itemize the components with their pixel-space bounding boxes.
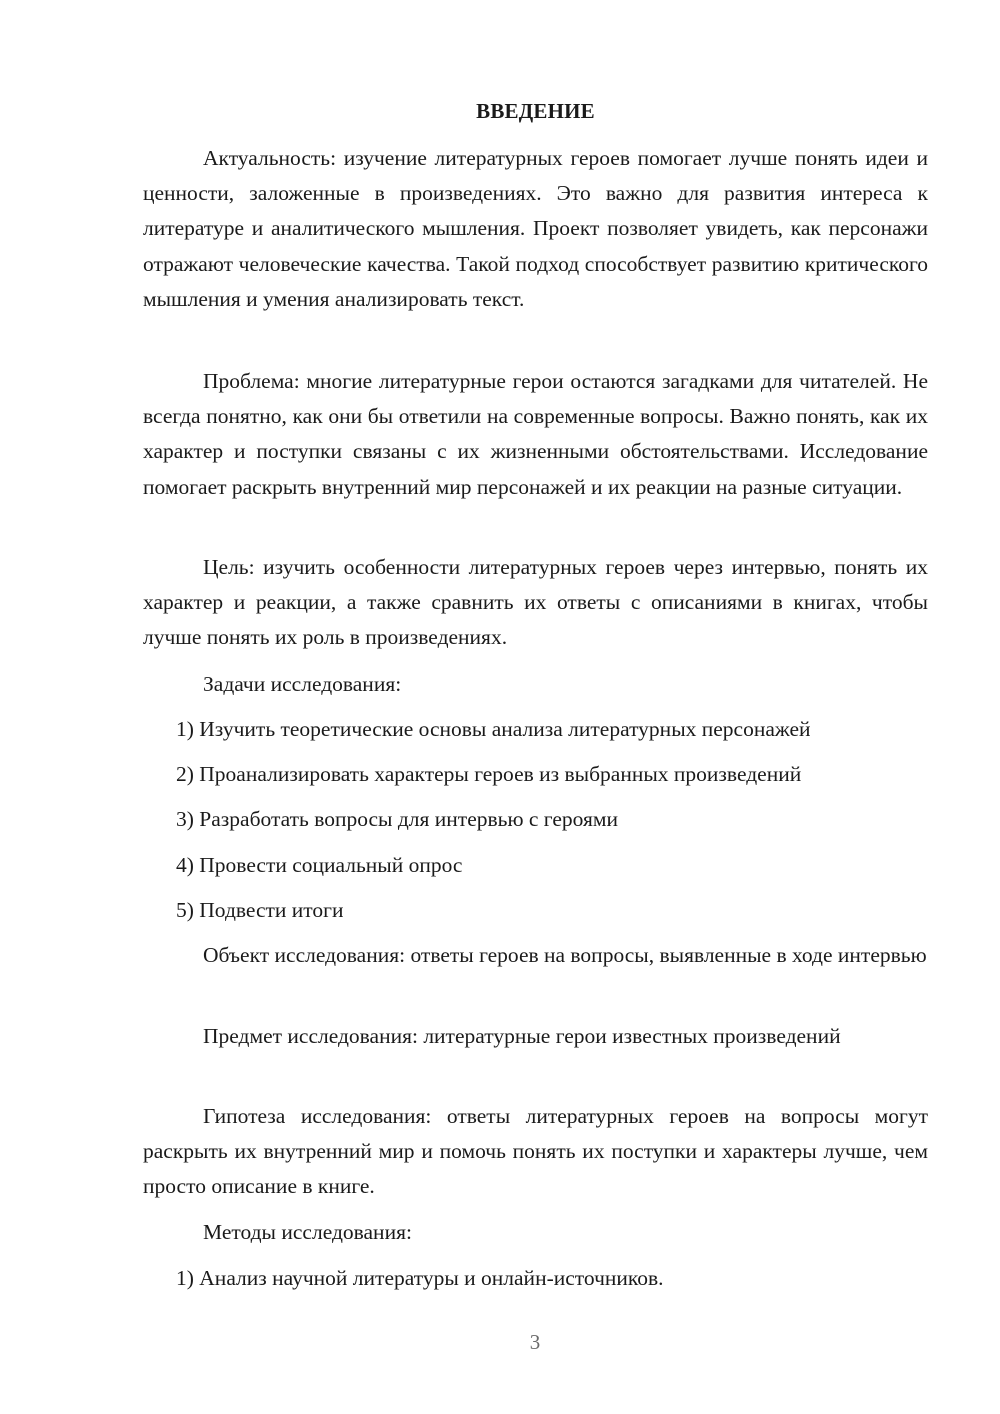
page-title: ВВЕДЕНИЕ (476, 99, 595, 123)
goal-paragraph: Цель: изучить особенности литературных героев через интервью, понять их характер и реакции, а также сравнить их ответы с описаниями в книгах, чтобы лучше понять их роль в произведениях. (143, 555, 928, 650)
list-item: 4) Провести социальный опрос (176, 853, 463, 877)
list-item: 1) Анализ научной литературы и онлайн-источников. (176, 1266, 664, 1290)
subject-paragraph: Предмет исследования: литературные герои известных произведений (203, 1024, 841, 1048)
problem-paragraph: Проблема: многие литературные герои остаются загадками для читателей. Не всегда понятно, как они бы ответили на современные вопросы. Важно понять, как их характер и поступки связаны с их жизненными обстоятельствами. Исследование помогает раскрыть внутренний мир персонажей и их реакции на разные ситуации. (143, 369, 928, 499)
page-number: 3 (529, 1330, 541, 1354)
relevance-paragraph: Актуальность: изучение литературных героев помогает лучше понять идеи и ценности, заложенные в произведениях. Это важно для развития интереса к литературе и аналитического мышления. Проект позволяет увидеть, как персонажи отражают человеческие качества. Такой подход способствует развитию критического мышления и умения анализировать текст. (143, 146, 928, 311)
list-item: 3) Разработать вопросы для интервью с героями (176, 807, 618, 831)
list-item: 1) Изучить теоретические основы анализа литературных персонажей (176, 717, 811, 741)
list-item: 5) Подвести итоги (176, 898, 344, 922)
list-item: 2) Проанализировать характеры героев из выбранных произведений (176, 762, 802, 786)
tasks-heading: Задачи исследования: (203, 672, 402, 696)
hypothesis-paragraph: Гипотеза исследования: ответы литературных героев на вопросы могут раскрыть их внутренний мир и помочь понять их поступки и характеры лучше, чем просто описание в книге. (143, 1104, 928, 1199)
object-paragraph: Объект исследования: ответы героев на вопросы, выявленные в ходе интервью (203, 943, 927, 967)
methods-heading: Методы исследования: (203, 1220, 412, 1244)
